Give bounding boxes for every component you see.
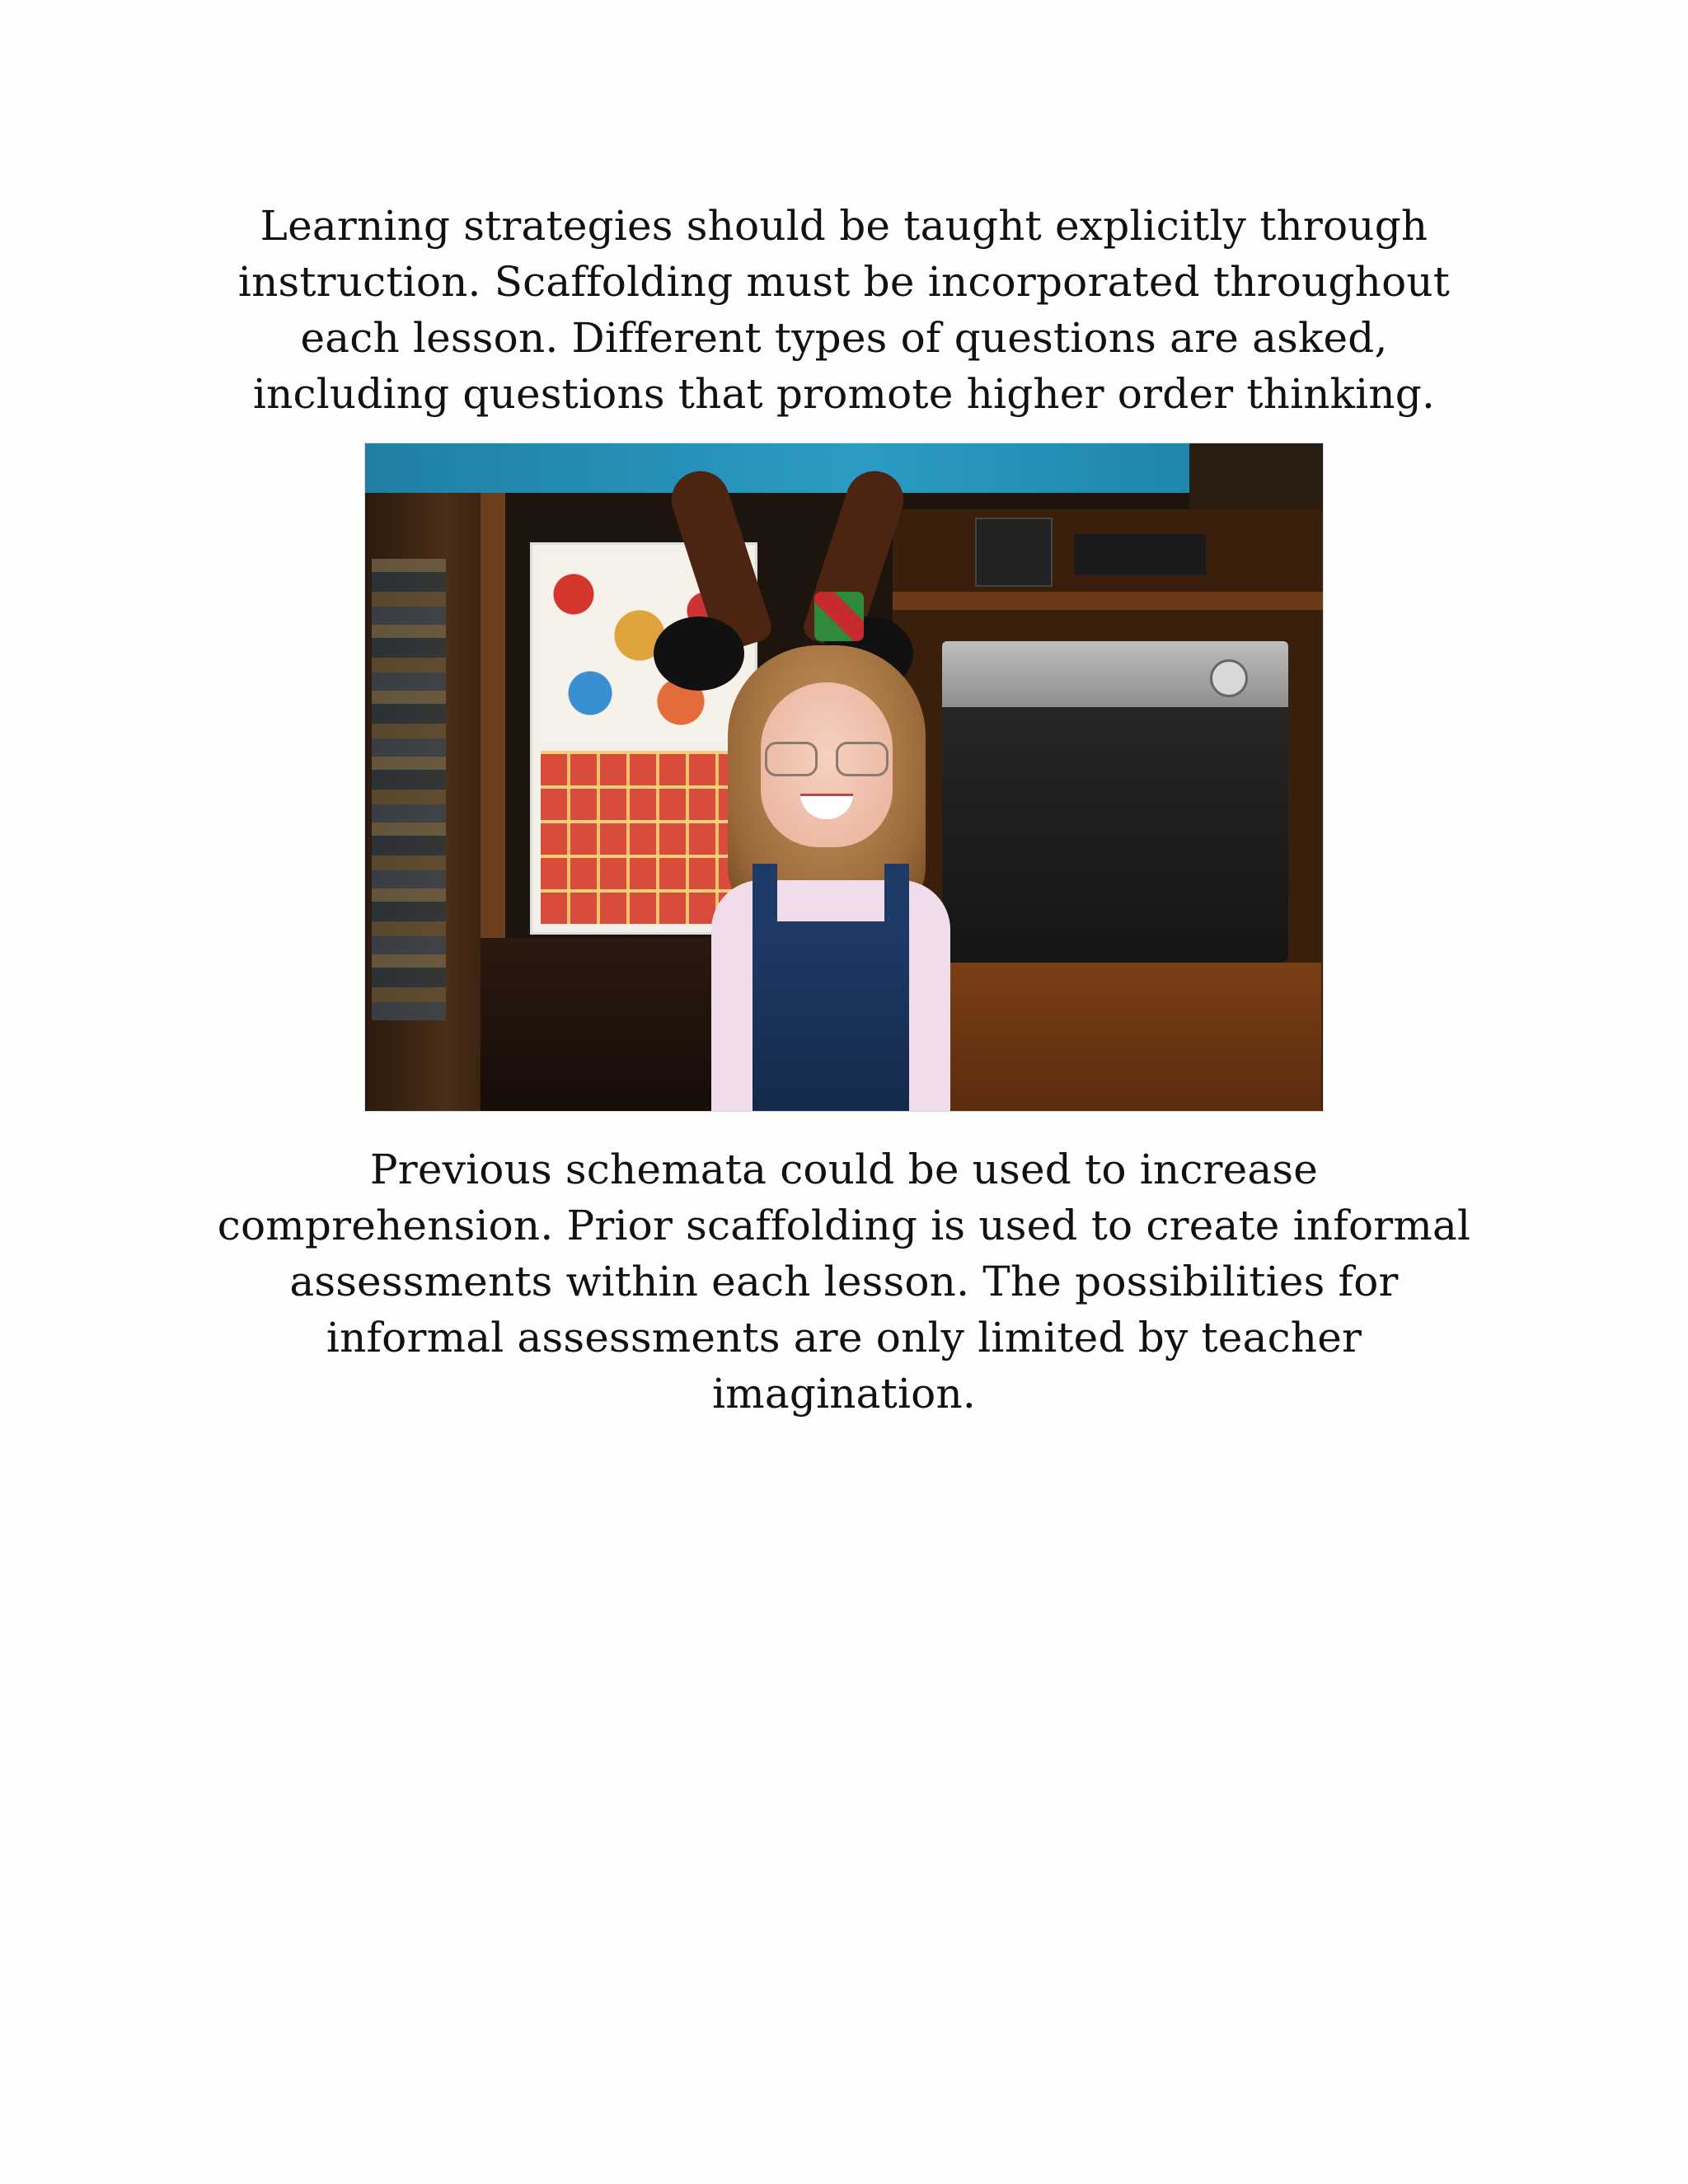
stereo-receiver xyxy=(1074,534,1206,575)
ear-left xyxy=(654,616,744,691)
books xyxy=(372,559,446,1020)
tv-stand xyxy=(942,963,1321,1111)
shelf-corner xyxy=(1189,443,1323,509)
overall-strap-right xyxy=(884,864,909,930)
paragraph-previous-schemata: Previous schemata could be used to increase comprehension. Prior scaffolding is used to create informal assessments within each lesson. The possibilities for informal assessments are only limited by teacher imagination. xyxy=(217,1146,1471,1418)
wall-banner xyxy=(365,443,1189,493)
stereo-speaker xyxy=(975,518,1053,587)
lower-shelf xyxy=(481,938,711,1111)
calendar-grid-lines xyxy=(541,751,747,924)
overalls xyxy=(753,921,909,1111)
overall-strap-left xyxy=(753,864,777,930)
paragraph-learning-strategies: Learning strategies should be taught explicitly through instruction. Scaffolding must be incorporated throughout each lesson. Different types of questions are asked, including questions that promote higher order thinking. xyxy=(237,202,1451,418)
tv-shelf xyxy=(893,592,1323,610)
glasses xyxy=(765,742,889,775)
tv-knob xyxy=(1210,659,1248,697)
hair-bow xyxy=(814,592,864,641)
classroom-photo xyxy=(365,443,1323,1111)
